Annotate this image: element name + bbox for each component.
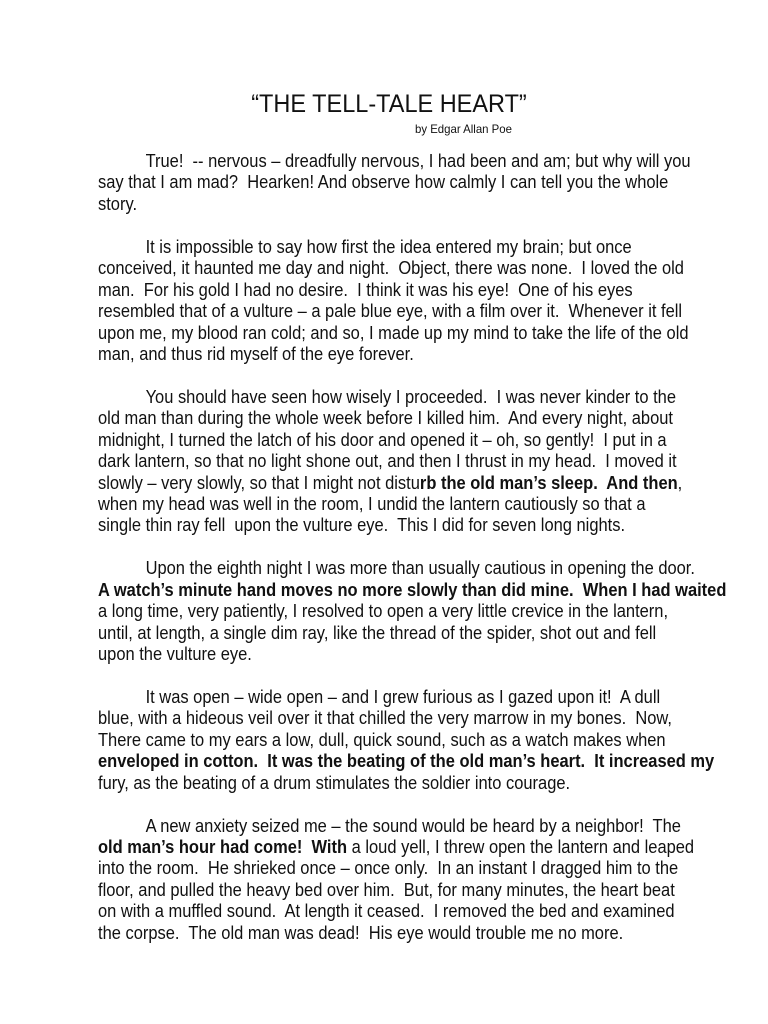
text-segment: There came to my ears a low, dull, quick sound, such as a watch makes when [98, 729, 666, 750]
paragraph-spacer [98, 365, 768, 386]
text-segment: slowly – very slowly, so that I might not distu [98, 472, 420, 493]
paragraph-spacer [98, 666, 768, 687]
text-segment: fury, as the beating of a drum stimulates the soldier into courage. [98, 772, 571, 793]
text-segment: It was open – wide open – and I grew furious as I gazed upon it! A dull [145, 686, 661, 707]
text-line [98, 515, 720, 536]
text-line [98, 494, 720, 515]
text-segment: floor, and pulled the heavy bed over him. But, for many minutes, the heart beat [98, 879, 675, 900]
paragraph [98, 816, 768, 945]
bold-text-segment: enveloped in cotton. It was the beating of the old man’s heart. It increased my [98, 751, 715, 772]
text-line [98, 558, 720, 579]
text-line [98, 151, 720, 172]
text-segment: on with a muffled sound. At length it ceased. I removed the bed and examined [98, 901, 675, 922]
text-segment: single thin ray fell upon the vulture eye. This I did for seven long nights. [98, 515, 626, 536]
text-line [98, 687, 720, 708]
bold-text-segment: A watch’s minute hand moves no more slowly than did mine. When I had waited [98, 579, 727, 600]
text-line [98, 816, 720, 837]
paragraph-spacer [98, 794, 768, 815]
text-line [98, 430, 720, 451]
text-line [98, 344, 720, 365]
document-body [98, 151, 768, 944]
text-segment: A new anxiety seized me – the sound would be heard by a neighbor! The [145, 815, 681, 836]
text-segment: midnight, I turned the latch of his door and opened it – oh, so gently! I put in a [98, 429, 667, 450]
text-line [98, 408, 720, 429]
text-segment: resembled that of a vulture – a pale blue eye, with a film over it. Whenever it fell [98, 301, 683, 322]
text-segment: Upon the eighth night I was more than usually cautious in opening the door. [145, 558, 695, 579]
text-segment: until, at length, a single dim ray, like the thread of the spider, shot out and fell [98, 622, 657, 643]
text-line [98, 708, 720, 729]
text-segment: say that I am mad? Hearken! And observe how calmly I can tell you the whole [98, 172, 669, 193]
text-line [98, 601, 720, 622]
text-segment: when my head was well in the room, I undid the lantern cautiously so that a [98, 494, 646, 514]
text-line [98, 730, 720, 751]
text-segment: man. For his gold I had no desire. I think it was his eye! One of his eyes [98, 279, 633, 300]
paragraph [98, 558, 768, 665]
text-segment: a long time, very patiently, I resolved to open a very little crevice in the lantern, [98, 601, 669, 622]
text-segment: , [677, 472, 683, 493]
text-line [98, 194, 720, 215]
text-line [98, 258, 720, 279]
text-line [98, 237, 720, 258]
text-line [98, 751, 720, 772]
text-line [98, 451, 720, 472]
text-line [98, 323, 720, 344]
document-title: “THE TELL-TALE HEART” [251, 90, 527, 118]
text-line [98, 901, 720, 922]
text-line [98, 579, 727, 601]
paragraph-spacer [98, 215, 768, 236]
text-segment: story. [98, 193, 138, 214]
bold-text-segment: rb the old man’s sleep. And then [419, 472, 678, 493]
text-segment: blue, with a hideous veil over it that chilled the very marrow in my bones. Now, [98, 708, 672, 729]
bold-text-segment: old man’s hour had come! With [98, 837, 348, 857]
paragraph-spacer [98, 537, 768, 558]
text-segment: You should have seen how wisely I proceeded. I was never kinder to the [145, 386, 677, 407]
text-segment: It is impossible to say how first the idea entered my brain; but once [145, 236, 632, 257]
text-line [98, 387, 720, 408]
paragraph [98, 387, 768, 537]
text-line [98, 773, 720, 794]
text-segment: old man than during the whole week before I killed him. And every night, about [98, 408, 673, 429]
text-line [98, 837, 720, 858]
text-line [98, 923, 720, 944]
text-line [98, 623, 720, 644]
text-segment: conceived, it haunted me day and night. Object, there was none. I loved the old [98, 258, 684, 279]
text-line [98, 473, 720, 494]
text-line [98, 280, 720, 301]
text-line [98, 301, 720, 322]
text-segment: the corpse. The old man was dead! His eye would trouble me no more. [98, 922, 624, 943]
text-segment: a loud yell, I threw open the lantern and leaped [347, 837, 695, 857]
text-segment: into the room. He shrieked once – once only. In an instant I dragged him to the [98, 858, 679, 879]
text-segment: upon the vulture eye. [98, 644, 252, 665]
text-line [98, 644, 720, 665]
text-line [98, 172, 720, 193]
text-segment: True! -- nervous – dreadfully nervous, I had been and am; but why will you [145, 151, 691, 171]
author-byline: by Edgar Allan Poe [415, 122, 512, 136]
text-segment: dark lantern, so that no light shone out, and then I thrust in my head. I moved it [98, 451, 677, 472]
text-line [98, 858, 720, 879]
paragraph [98, 687, 768, 794]
text-segment: upon me, my blood ran cold; and so, I made up my mind to take the life of the old [98, 322, 689, 343]
text-line [98, 880, 720, 901]
text-segment: man, and thus rid myself of the eye forever. [98, 343, 414, 364]
paragraph [98, 151, 768, 215]
paragraph [98, 237, 768, 366]
